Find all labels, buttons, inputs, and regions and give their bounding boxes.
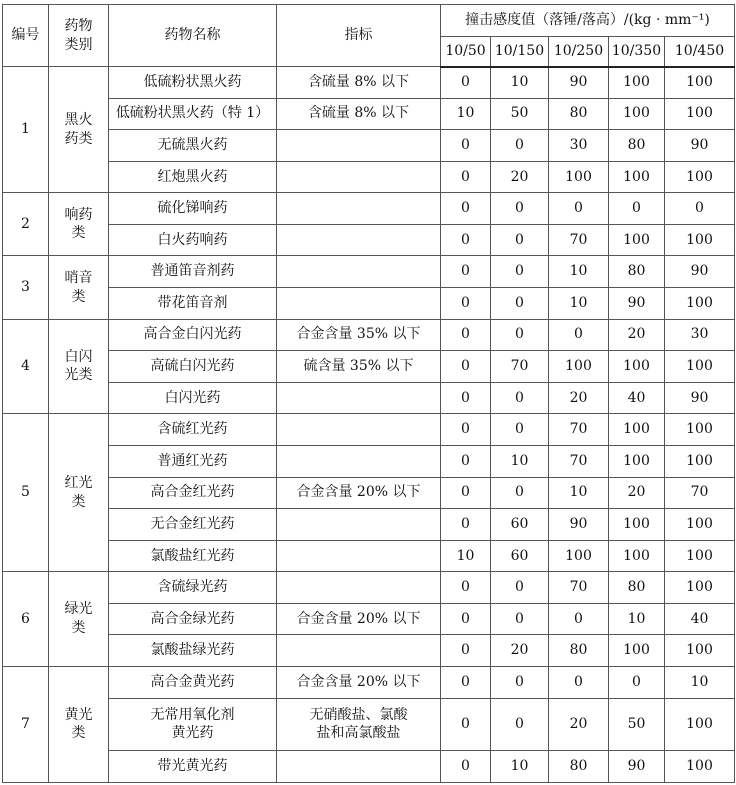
- sensitivity-value: 80: [549, 635, 609, 667]
- sensitivity-value: 30: [549, 130, 609, 162]
- sensitivity-value: 100: [609, 351, 665, 383]
- sensitivity-value: 0: [441, 193, 491, 225]
- drug-name: 高合金红光药: [109, 477, 277, 509]
- sensitivity-value: 0: [491, 193, 549, 225]
- sensitivity-value: 0: [491, 572, 549, 604]
- sensitivity-value: 100: [665, 414, 735, 446]
- header-indicator: 指标: [277, 5, 441, 67]
- drug-name: 高硫白闪光药: [109, 351, 277, 383]
- sensitivity-value: 0: [441, 572, 491, 604]
- table-row: [3, 477, 735, 509]
- drug-name: 含硫红光药: [109, 414, 277, 446]
- sensitivity-value: 0: [665, 193, 735, 225]
- sensitivity-value: 100: [665, 540, 735, 572]
- table-row: [3, 319, 735, 351]
- group-number: 2: [3, 193, 49, 256]
- sensitivity-value: 0: [441, 351, 491, 383]
- sensitivity-value: 80: [549, 98, 609, 130]
- table-row: [3, 635, 735, 667]
- indicator: [277, 445, 441, 477]
- group-category: 白闪光类: [49, 319, 109, 414]
- indicator: [277, 751, 441, 783]
- sensitivity-value: 0: [441, 509, 491, 541]
- sensitivity-value: 10: [549, 477, 609, 509]
- sensitivity-value: 20: [609, 319, 665, 351]
- sensitivity-value: 0: [441, 477, 491, 509]
- header-col-2: 10/150: [491, 37, 549, 67]
- sensitivity-value: 90: [609, 751, 665, 783]
- indicator: 合金含量 20% 以下: [277, 603, 441, 635]
- header-category: 药物类别: [49, 5, 109, 67]
- sensitivity-value: 10: [491, 751, 549, 783]
- sensitivity-value: 0: [491, 224, 549, 256]
- group-category: 红光类: [49, 414, 109, 572]
- table-row: [3, 414, 735, 446]
- table-row: [3, 540, 735, 572]
- indicator: 合金含量 35% 以下: [277, 319, 441, 351]
- sensitivity-value: 0: [549, 319, 609, 351]
- table-row: [3, 98, 735, 130]
- indicator: [277, 130, 441, 162]
- sensitivity-value: 40: [609, 382, 665, 414]
- sensitivity-value: 0: [441, 161, 491, 193]
- sensitivity-value: 70: [549, 445, 609, 477]
- table-row: [3, 509, 735, 541]
- sensitivity-value: 0: [549, 193, 609, 225]
- sensitivity-value: 100: [549, 540, 609, 572]
- table-row: [3, 666, 735, 698]
- sensitivity-value: 100: [549, 161, 609, 193]
- sensitivity-value: 0: [441, 288, 491, 320]
- sensitivity-value: 0: [441, 603, 491, 635]
- sensitivity-value: 100: [609, 635, 665, 667]
- sensitivity-value: 10: [665, 666, 735, 698]
- drug-name: 氯酸盐绿光药: [109, 635, 277, 667]
- sensitivity-value: 90: [665, 130, 735, 162]
- sensitivity-value: 10: [441, 98, 491, 130]
- indicator: 合金含量 20% 以下: [277, 666, 441, 698]
- table-row: [3, 572, 735, 604]
- sensitivity-value: 0: [441, 666, 491, 698]
- sensitivity-value: 100: [609, 509, 665, 541]
- group-number: 7: [3, 666, 49, 782]
- sensitivity-value: 20: [549, 382, 609, 414]
- group-number: 5: [3, 414, 49, 572]
- sensitivity-value: 90: [549, 509, 609, 541]
- group-number: 6: [3, 572, 49, 667]
- sensitivity-value: 0: [441, 751, 491, 783]
- sensitivity-value: 100: [609, 224, 665, 256]
- sensitivity-value: 50: [609, 698, 665, 751]
- drug-name: 无硫黑火药: [109, 130, 277, 162]
- sensitivity-value: 70: [665, 477, 735, 509]
- sensitivity-value: 0: [441, 130, 491, 162]
- sensitivity-value: 10: [491, 67, 549, 99]
- sensitivity-value: 0: [491, 603, 549, 635]
- drug-name: 高合金黄光药: [109, 666, 277, 698]
- sensitivity-value: 100: [665, 572, 735, 604]
- drug-name: 低硫粉状黑火药: [109, 67, 277, 99]
- sensitivity-value: 10: [609, 603, 665, 635]
- drug-name: 红炮黑火药: [109, 161, 277, 193]
- sensitivity-value: 70: [549, 572, 609, 604]
- sensitivity-value: 0: [441, 256, 491, 288]
- indicator: [277, 382, 441, 414]
- sensitivity-value: 20: [491, 635, 549, 667]
- drug-name: 白闪光药: [109, 382, 277, 414]
- sensitivity-value: 10: [491, 445, 549, 477]
- table-row: [3, 256, 735, 288]
- sensitivity-value: 20: [609, 477, 665, 509]
- sensitivity-value: 0: [441, 635, 491, 667]
- sensitivity-value: 70: [549, 414, 609, 446]
- group-number: 1: [3, 67, 49, 193]
- sensitivity-value: 0: [491, 698, 549, 751]
- table-row: [3, 445, 735, 477]
- sensitivity-value: 10: [549, 288, 609, 320]
- table-row: [3, 193, 735, 225]
- sensitivity-value: 0: [609, 666, 665, 698]
- table-row: [3, 698, 735, 751]
- sensitivity-value: 60: [491, 540, 549, 572]
- sensitivity-value: 0: [441, 382, 491, 414]
- group-number: 3: [3, 256, 49, 319]
- sensitivity-value: 100: [665, 288, 735, 320]
- indicator: [277, 161, 441, 193]
- sensitivity-value: 0: [491, 130, 549, 162]
- sensitivity-value: 60: [491, 509, 549, 541]
- header-name: 药物名称: [109, 5, 277, 67]
- drug-name: 含硫绿光药: [109, 572, 277, 604]
- table-row: [3, 751, 735, 783]
- drug-name: 无合金红光药: [109, 509, 277, 541]
- sensitivity-value: 100: [609, 540, 665, 572]
- sensitivity-value: 100: [665, 67, 735, 99]
- sensitivity-value: 100: [665, 98, 735, 130]
- sensitivity-value: 0: [441, 414, 491, 446]
- sensitivity-value: 0: [441, 445, 491, 477]
- table-row: [3, 224, 735, 256]
- sensitivity-value: 70: [549, 224, 609, 256]
- sensitivity-value: 100: [549, 351, 609, 383]
- drug-name: 带花笛音剂: [109, 288, 277, 320]
- table-row: [3, 351, 735, 383]
- sensitivity-table: [2, 4, 735, 783]
- sensitivity-value: 0: [441, 67, 491, 99]
- table-row: [3, 67, 735, 99]
- sensitivity-value: 0: [609, 193, 665, 225]
- sensitivity-value: 0: [491, 477, 549, 509]
- sensitivity-value: 100: [665, 698, 735, 751]
- header-sensitivity: 撞击感度值（落锤/落高）/(kg · mm⁻¹): [441, 5, 735, 37]
- indicator: [277, 288, 441, 320]
- sensitivity-value: 100: [665, 224, 735, 256]
- drug-name: 普通笛音剂药: [109, 256, 277, 288]
- header-col-3: 10/250: [549, 37, 609, 67]
- sensitivity-value: 0: [491, 256, 549, 288]
- indicator: [277, 224, 441, 256]
- drug-name: 白火药响药: [109, 224, 277, 256]
- sensitivity-value: 100: [665, 445, 735, 477]
- sensitivity-value: 90: [549, 67, 609, 99]
- indicator: 硫含量 35% 以下: [277, 351, 441, 383]
- table-body: [3, 67, 735, 783]
- table-row: [3, 603, 735, 635]
- header-col-4: 10/350: [609, 37, 665, 67]
- indicator: 无硝酸盐、氯酸盐和高氯酸盐: [277, 698, 441, 751]
- sensitivity-value: 100: [665, 351, 735, 383]
- indicator: [277, 540, 441, 572]
- drug-name: 高合金绿光药: [109, 603, 277, 635]
- sensitivity-value: 80: [609, 256, 665, 288]
- group-category: 哨音类: [49, 256, 109, 319]
- group-category: 绿光类: [49, 572, 109, 667]
- header-col-5: 10/450: [665, 37, 735, 67]
- table-row: [3, 130, 735, 162]
- sensitivity-value: 0: [491, 414, 549, 446]
- sensitivity-value: 0: [491, 666, 549, 698]
- sensitivity-value: 0: [491, 288, 549, 320]
- group-category: 黑火药类: [49, 67, 109, 193]
- sensitivity-value: 90: [665, 256, 735, 288]
- sensitivity-value: 100: [665, 161, 735, 193]
- sensitivity-value: 0: [491, 382, 549, 414]
- indicator: [277, 509, 441, 541]
- group-category: 响药类: [49, 193, 109, 256]
- sensitivity-value: 0: [441, 319, 491, 351]
- sensitivity-value: 100: [609, 67, 665, 99]
- sensitivity-value: 90: [609, 288, 665, 320]
- sensitivity-value: 0: [441, 224, 491, 256]
- group-category: 黄光类: [49, 666, 109, 782]
- sensitivity-value: 100: [609, 161, 665, 193]
- indicator: [277, 572, 441, 604]
- sensitivity-value: 100: [609, 98, 665, 130]
- drug-name: 低硫粉状黑火药（特 1）: [109, 98, 277, 130]
- drug-name: 氯酸盐红光药: [109, 540, 277, 572]
- sensitivity-value: 100: [609, 445, 665, 477]
- drug-name: 硫化锑响药: [109, 193, 277, 225]
- drug-name: 无常用氧化剂黄光药: [109, 698, 277, 751]
- drug-name: 带光黄光药: [109, 751, 277, 783]
- sensitivity-value: 0: [549, 603, 609, 635]
- indicator: 含硫量 8% 以下: [277, 98, 441, 130]
- sensitivity-value: 10: [549, 256, 609, 288]
- sensitivity-value: 20: [549, 698, 609, 751]
- sensitivity-value: 70: [491, 351, 549, 383]
- sensitivity-value: 100: [665, 751, 735, 783]
- sensitivity-value: 100: [665, 635, 735, 667]
- sensitivity-value: 100: [609, 414, 665, 446]
- sensitivity-value: 50: [491, 98, 549, 130]
- sensitivity-value: 0: [491, 319, 549, 351]
- drug-name: 普通红光药: [109, 445, 277, 477]
- sensitivity-value: 10: [441, 540, 491, 572]
- sensitivity-value: 40: [665, 603, 735, 635]
- header-no: 编号: [3, 5, 49, 67]
- sensitivity-value: 30: [665, 319, 735, 351]
- sensitivity-value: 100: [665, 509, 735, 541]
- table-row: [3, 161, 735, 193]
- sensitivity-value: 0: [549, 666, 609, 698]
- sensitivity-value: 80: [609, 572, 665, 604]
- sensitivity-value: 90: [665, 382, 735, 414]
- sensitivity-value: 20: [491, 161, 549, 193]
- table-row: [3, 382, 735, 414]
- sensitivity-value: 80: [549, 751, 609, 783]
- indicator: [277, 635, 441, 667]
- group-number: 4: [3, 319, 49, 414]
- indicator: [277, 256, 441, 288]
- sensitivity-value: 0: [441, 698, 491, 751]
- header-col-1: 10/50: [441, 37, 491, 67]
- indicator: [277, 193, 441, 225]
- drug-name: 高合金白闪光药: [109, 319, 277, 351]
- sensitivity-value: 80: [609, 130, 665, 162]
- indicator: [277, 414, 441, 446]
- indicator: 含硫量 8% 以下: [277, 67, 441, 99]
- table-row: [3, 288, 735, 320]
- indicator: 合金含量 20% 以下: [277, 477, 441, 509]
